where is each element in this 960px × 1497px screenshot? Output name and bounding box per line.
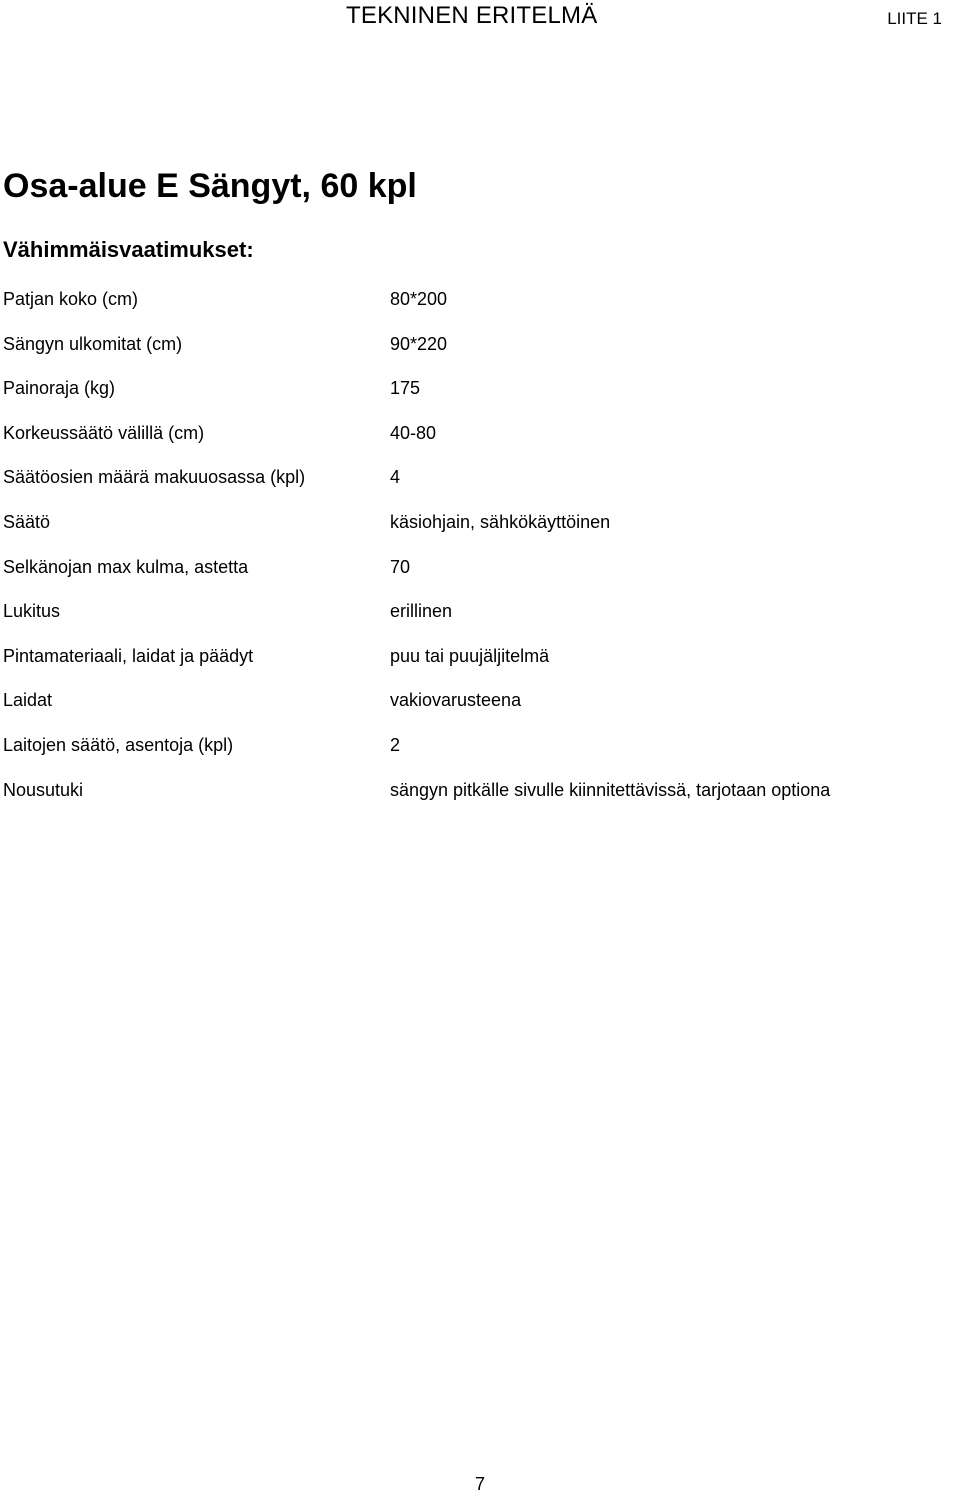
spec-label: Selkänojan max kulma, astetta: [3, 556, 249, 577]
spec-row: [3, 554, 953, 599]
spec-value: käsiohjain, sähkökäyttöinen: [390, 511, 611, 532]
spec-label: Laidat: [3, 690, 53, 711]
spec-row: [3, 286, 953, 331]
spec-list: [3, 286, 953, 821]
spec-row: [3, 464, 953, 509]
spec-value: 2: [390, 734, 401, 755]
appendix-label: LIITE 1: [887, 9, 942, 28]
spec-label: Lukitus: [3, 601, 61, 622]
spec-row: [3, 509, 953, 554]
spec-value: sängyn pitkälle sivulle kiinnitettävissä, tarjotaan optiona: [390, 779, 831, 800]
spec-label: Sängyn ulkomitat (cm): [3, 333, 183, 354]
spec-value: 40-80: [390, 422, 437, 443]
spec-row: [3, 331, 953, 376]
document-title: TEKNINEN ERITELMÄ: [346, 2, 598, 29]
spec-value: 70: [390, 556, 411, 577]
spec-label: Nousutuki: [3, 779, 84, 800]
page-number: 7: [474, 1474, 485, 1494]
spec-row: [3, 420, 953, 465]
spec-value: 4: [390, 467, 401, 488]
spec-row: [3, 598, 953, 643]
spec-value: 175: [390, 378, 421, 399]
spec-row: [3, 375, 953, 420]
requirements-heading: Vähimmäisvaatimukset:: [3, 237, 254, 262]
spec-value: 90*220: [390, 333, 448, 354]
spec-value: erillinen: [390, 601, 453, 622]
spec-value: puu tai puujäljitelmä: [390, 645, 550, 666]
spec-row: [3, 777, 953, 822]
spec-row: [3, 643, 953, 688]
spec-label: Painoraja (kg): [3, 378, 116, 399]
spec-label: Patjan koko (cm): [3, 289, 139, 309]
spec-label: Säätöosien määrä makuuosassa (kpl): [3, 467, 306, 488]
spec-label: Pintamateriaali, laidat ja päädyt: [3, 645, 254, 666]
spec-row: [3, 687, 953, 732]
section-title: Osa-alue E Sängyt, 60 kpl: [3, 167, 417, 205]
spec-row: [3, 732, 953, 777]
spec-label: Korkeussäätö välillä (cm): [3, 422, 205, 443]
spec-value: 80*200: [390, 289, 448, 309]
spec-label: Laitojen säätö, asentoja (kpl): [3, 734, 234, 755]
spec-label: Säätö: [3, 511, 51, 532]
spec-value: vakiovarusteena: [390, 690, 522, 711]
